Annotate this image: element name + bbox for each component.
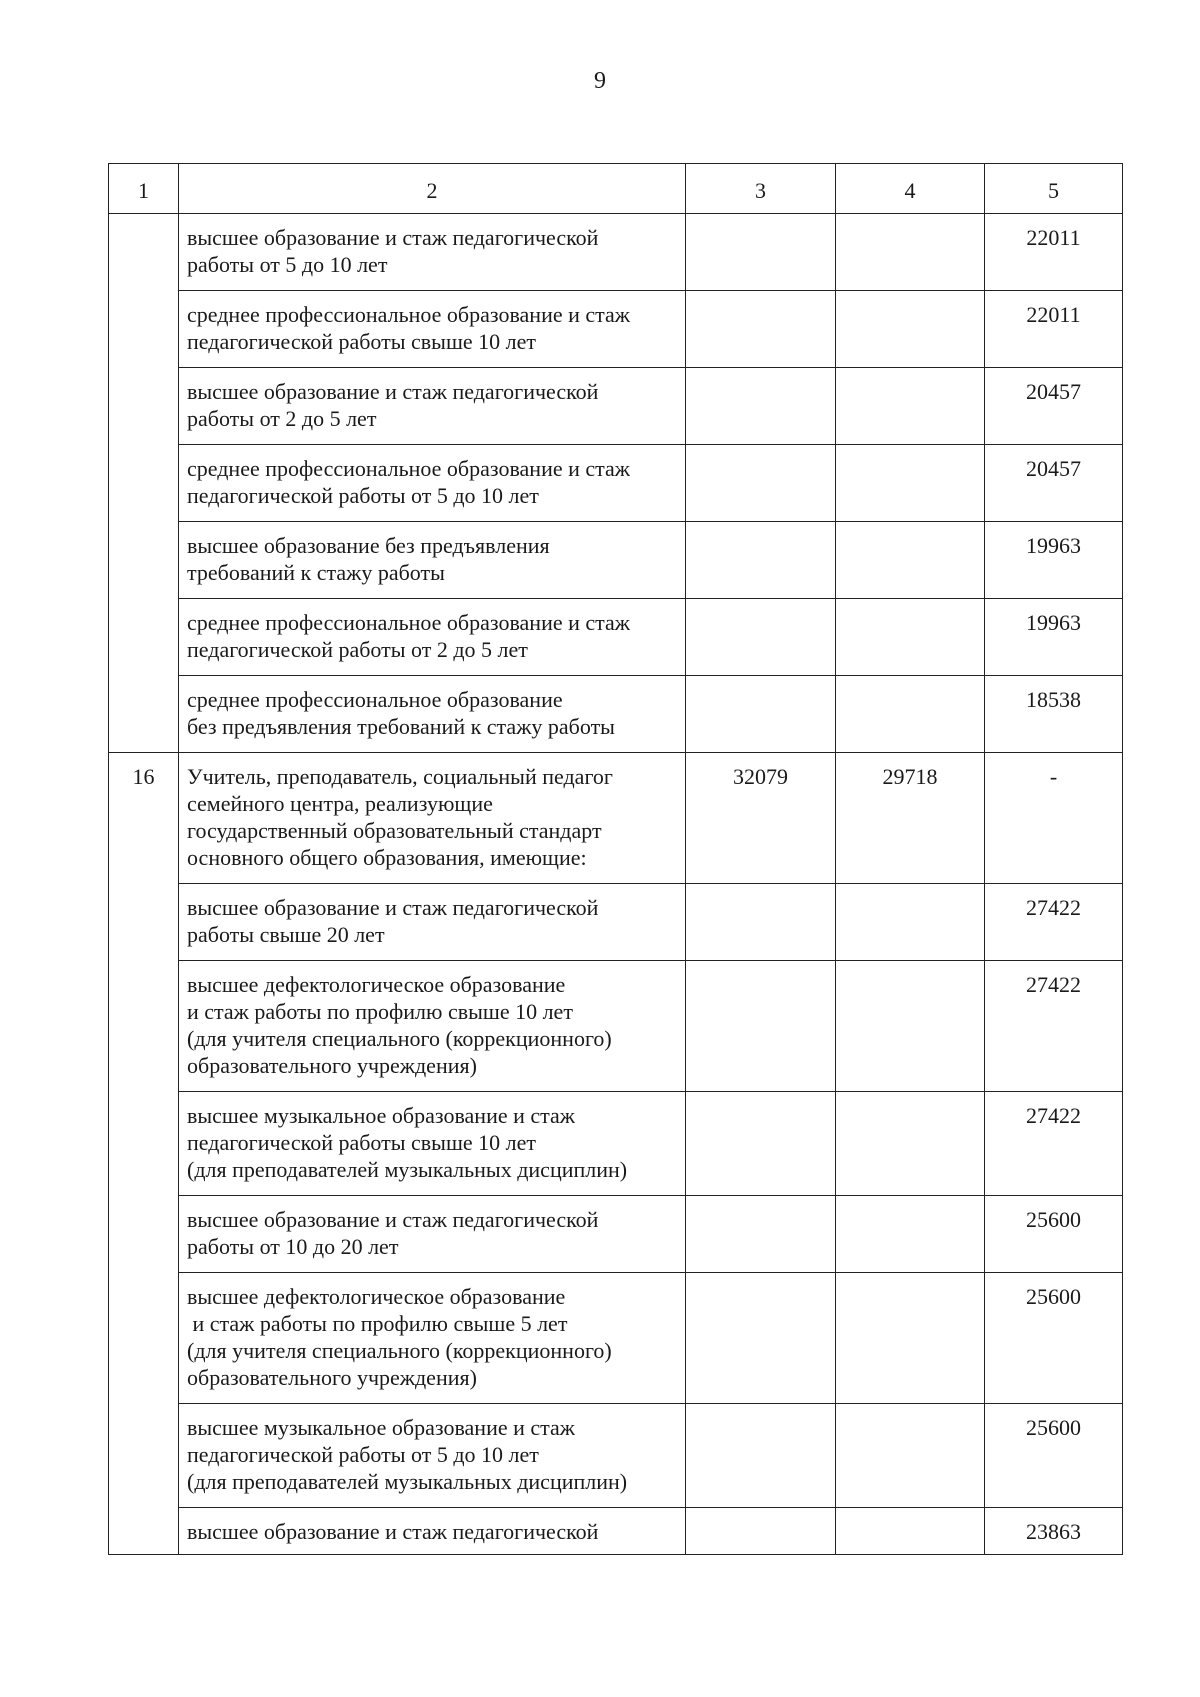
description-cell [179,884,686,961]
value-cell-c4 [836,884,985,961]
value-cell-c3 [686,961,836,1092]
description-line: без предъявления требований к стажу работы [187,714,615,739]
table-row [109,753,1123,884]
description-line: работы от 10 до 20 лет [187,1234,399,1259]
description-line: среднее профессиональное образование и стаж [187,610,631,635]
description-line: высшее образование и стаж педагогической [187,1207,599,1232]
description-line: Учитель, преподаватель, социальный педагог [187,764,613,789]
value-cell-c4 [836,368,985,445]
description-line: образовательного учреждения) [187,1365,477,1390]
value-cell-c5: 19963 [985,522,1123,599]
value-cell-c3 [686,214,836,291]
value-cell-c5: 20457 [985,368,1123,445]
description-line: высшее дефектологическое образование [187,1284,566,1309]
value-cell-c4 [836,214,985,291]
description-line: (для учителя специального (коррекционного) [187,1026,612,1051]
value-cell-c4 [836,1273,985,1404]
description-line: высшее образование и стаж педагогической [187,1519,599,1544]
table-row [109,291,1123,368]
table-body [109,214,1123,1555]
salary-table [108,163,1123,1555]
description-cell [179,676,686,753]
value-cell-c4 [836,1404,985,1508]
value-cell-c4 [836,291,985,368]
description-cell [179,1273,686,1404]
value-cell-c5: 25600 [985,1273,1123,1404]
value-cell-c3 [686,1404,836,1508]
table-row [109,214,1123,291]
description-line: высшее образование и стаж педагогической [187,379,599,404]
table-row [109,522,1123,599]
table-header [109,164,1123,214]
description-line: высшее образование и стаж педагогической [187,225,599,250]
table-row [109,676,1123,753]
value-cell-c3 [686,599,836,676]
description-line: и стаж работы по профилю свыше 5 лет [187,1311,568,1336]
value-cell-c5: 20457 [985,445,1123,522]
value-cell-c3 [686,291,836,368]
table-row [109,368,1123,445]
value-cell-c5: 23863 [985,1508,1123,1555]
row-number-cell [109,214,179,753]
value-cell-c4 [836,676,985,753]
value-cell-c4 [836,1508,985,1555]
header-col-3: 3 [686,164,836,214]
value-cell-c5: 25600 [985,1196,1123,1273]
description-cell [179,961,686,1092]
description-cell [179,445,686,522]
description-line: высшее образование без предъявления [187,533,550,558]
value-cell-c3 [686,1508,836,1555]
description-line: педагогической работы свыше 10 лет [187,1130,537,1155]
value-cell-c5: 27422 [985,1092,1123,1196]
table-row [109,445,1123,522]
value-cell-c5: 19963 [985,599,1123,676]
value-cell-c4: 29718 [836,753,985,884]
value-cell-c4 [836,1092,985,1196]
value-cell-c3: 32079 [686,753,836,884]
table-row [109,884,1123,961]
description-line: высшее музыкальное образование и стаж [187,1103,576,1128]
description-cell [179,1404,686,1508]
description-cell [179,368,686,445]
page-number: 9 [594,68,606,94]
description-line: педагогической работы свыше 10 лет [187,329,537,354]
header-col-2: 2 [179,164,686,214]
table-row [109,1508,1123,1555]
value-cell-c3 [686,884,836,961]
value-cell-c3 [686,368,836,445]
description-line: образовательного учреждения) [187,1053,477,1078]
description-line: высшее музыкальное образование и стаж [187,1415,576,1440]
description-line: (для преподавателей музыкальных дисциплин) [187,1157,628,1182]
value-cell-c4 [836,961,985,1092]
description-line: семейного центра, реализующие [187,791,493,816]
description-line: среднее профессиональное образование и стаж [187,456,631,481]
table-row [109,1196,1123,1273]
description-line: и стаж работы по профилю свыше 10 лет [187,999,573,1024]
description-line: (для преподавателей музыкальных дисциплин) [187,1469,628,1494]
value-cell-c5: 27422 [985,884,1123,961]
description-line: работы от 2 до 5 лет [187,406,377,431]
description-line: работы от 5 до 10 лет [187,252,388,277]
value-cell-c3 [686,1092,836,1196]
value-cell-c3 [686,1196,836,1273]
description-line: высшее образование и стаж педагогической [187,895,599,920]
value-cell-c4 [836,522,985,599]
description-cell [179,1196,686,1273]
description-line: требований к стажу работы [187,560,445,585]
description-line: (для учителя специального (коррекционного) [187,1338,612,1363]
value-cell-c4 [836,599,985,676]
description-line: педагогической работы от 5 до 10 лет [187,483,539,508]
table-row [109,961,1123,1092]
value-cell-c3 [686,676,836,753]
table-row [109,599,1123,676]
header-col-4: 4 [836,164,985,214]
value-cell-c4 [836,1196,985,1273]
table-row [109,1404,1123,1508]
description-cell [179,1092,686,1196]
header-col-1: 1 [109,164,179,214]
description-line: высшее дефектологическое образование [187,972,566,997]
value-cell-c5: 22011 [985,214,1123,291]
value-cell-c5: 22011 [985,291,1123,368]
value-cell-c3 [686,445,836,522]
description-line: среднее профессиональное образование [187,687,563,712]
description-cell [179,753,686,884]
description-line: государственный образовательный стандарт [187,818,602,843]
value-cell-c3 [686,522,836,599]
value-cell-c4 [836,445,985,522]
description-cell [179,599,686,676]
description-line: работы свыше 20 лет [187,922,385,947]
description-cell [179,291,686,368]
value-cell-c5: 27422 [985,961,1123,1092]
description-cell [179,214,686,291]
description-line: среднее профессиональное образование и стаж [187,302,631,327]
value-cell-c5: - [985,753,1123,884]
value-cell-c5: 18538 [985,676,1123,753]
table-row [109,1092,1123,1196]
value-cell-c5: 25600 [985,1404,1123,1508]
description-cell [179,522,686,599]
header-col-5: 5 [985,164,1123,214]
description-line: педагогической работы от 5 до 10 лет [187,1442,539,1467]
description-cell [179,1508,686,1555]
table-row [109,1273,1123,1404]
value-cell-c3 [686,1273,836,1404]
description-line: педагогической работы от 2 до 5 лет [187,637,528,662]
row-number-cell: 16 [109,753,179,1555]
description-line: основного общего образования, имеющие: [187,845,587,870]
